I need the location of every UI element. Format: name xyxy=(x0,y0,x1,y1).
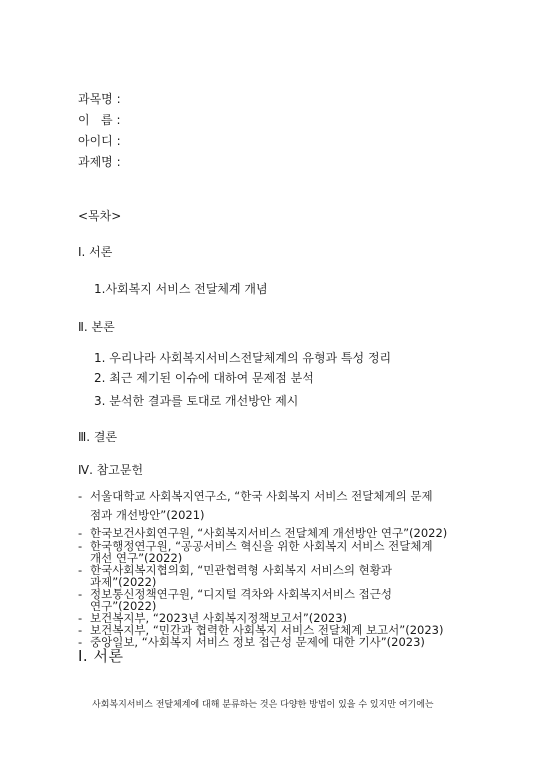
reference-item: - 중앙일보, “사회복지 서비스 정보 접근성 문제에 대한 기사”(2023) xyxy=(78,635,425,649)
reference-continuation: 연구”(2022) xyxy=(90,599,157,613)
id-label: 아이디 : xyxy=(78,134,121,148)
reference-item: - 한국보건사회연구원, “사회복지서비스 전달체계 개선방안 연구”(2022) xyxy=(78,526,448,540)
toc-body-heading: Ⅱ. 본론 xyxy=(78,320,115,334)
toc-conclusion-heading: Ⅲ. 결론 xyxy=(78,430,118,444)
reference-text: 서울대학교 사회복지연구소, “한국 사회복지 서비스 전달체계의 문제 xyxy=(90,489,433,503)
reference-item: - 보건복지부, “2023년 사회복지정책보고서”(2023) xyxy=(78,611,348,625)
reference-text: 한국사회복지협의회, “민관협력형 사회복지 서비스의 현황과 xyxy=(90,563,392,577)
reference-item: - 한국사회복지협의회, “민관협력형 사회복지 서비스의 현황과 xyxy=(78,563,392,577)
reference-text: 한국보건사회연구원, “사회복지서비스 전달체계 개선방안 연구”(2022) xyxy=(90,526,448,540)
reference-item: - 보건복지부, “민간과 협력한 사회복지 서비스 전달체계 보고서”(2023) xyxy=(78,623,444,637)
course-label: 과목명 : xyxy=(78,92,121,106)
reference-text: 정보통신정책연구원, “디지털 격차와 사회복지서비스 접근성 xyxy=(90,587,392,601)
section-heading: Ⅰ. 서론 xyxy=(78,647,124,665)
toc-body-item-1: 1. 우리나라 사회복지서비스전달체계의 유형과 특성 정리 xyxy=(94,351,392,365)
reference-item: - 정보통신정책연구원, “디지털 격차와 사회복지서비스 접근성 xyxy=(78,587,392,601)
reference-continuation: 과제”(2022) xyxy=(90,575,157,589)
toc-intro-heading: Ⅰ. 서론 xyxy=(78,245,113,259)
toc-references-heading: Ⅳ. 참고문헌 xyxy=(78,463,144,477)
toc-title: <목차> xyxy=(78,209,122,223)
reference-text: 한국행정연구원, “공공서비스 혁신을 위한 사회복지 서비스 전달체계 xyxy=(90,539,433,553)
reference-item: - 서울대학교 사회복지연구소, “한국 사회복지 서비스 전달체계의 문제 xyxy=(78,489,433,503)
name-label: 이 름 : xyxy=(78,113,121,127)
reference-text: 보건복지부, “2023년 사회복지정책보고서”(2023) xyxy=(90,611,348,625)
reference-item: - 한국행정연구원, “공공서비스 혁신을 위한 사회복지 서비스 전달체계 xyxy=(78,539,433,553)
reference-text: 중앙일보, “사회복지 서비스 정보 접근성 문제에 대한 기사”(2023) xyxy=(90,635,425,649)
toc-intro-item: 1.사회복지 서비스 전달체계 개념 xyxy=(94,282,268,296)
toc-body-item-3: 3. 분석한 결과를 토대로 개선방안 제시 xyxy=(94,394,299,408)
reference-continuation: 점과 개선방안”(2021) xyxy=(90,508,205,522)
assignment-label: 과제명 : xyxy=(78,155,121,169)
section-paragraph: 사회복지서비스 전달체계에 대해 분류하는 것은 다양한 방법이 있을 수 있지만 여기에는 xyxy=(92,700,434,710)
reference-continuation: 개선 연구”(2022) xyxy=(90,551,183,565)
toc-body-item-2: 2. 최근 제기된 이슈에 대하여 문제점 분석 xyxy=(94,371,314,385)
reference-text: 보건복지부, “민간과 협력한 사회복지 서비스 전달체계 보고서”(2023) xyxy=(90,623,444,637)
